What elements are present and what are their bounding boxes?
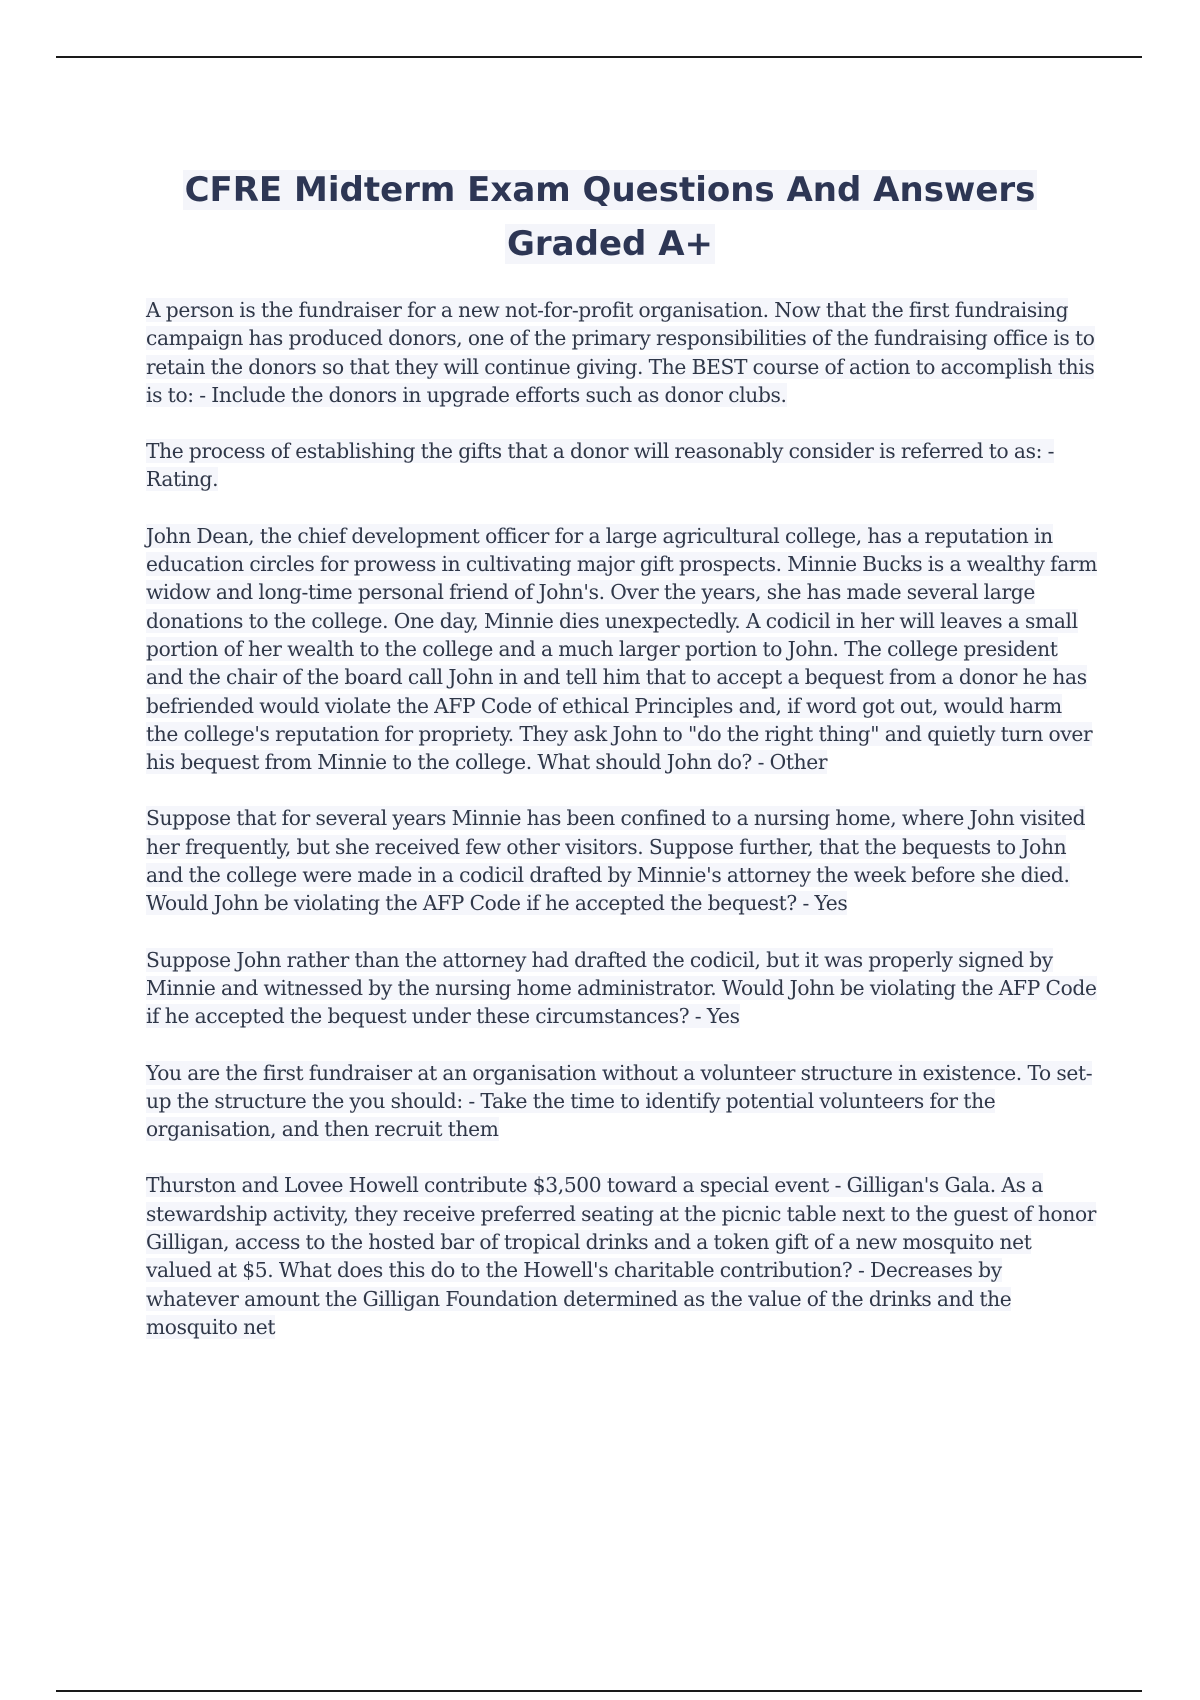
page-title (140, 163, 1080, 271)
qa-text: Suppose that for several years Minnie has been confined to a nursing home, where John visited her frequently, but she received few other visitors. Suppose further, that the bequests to John and the college were made in a codicil drafted by Minnie's attorney the week before she died. Would John be violating the AFP Code if he accepted the bequest? - Yes (146, 806, 1086, 916)
qa-text: The process of establishing the gifts that a donor will reasonably consider is referred to as: - Rating. (146, 439, 1055, 492)
qa-text: John Dean, the chief development officer for a large agricultural college, has a reputation in education circles for prowess in cultivating major gift prospects. Minnie Bucks is a wealthy farm widow and long-time personal friend of John's. Over the years, she has made several large donations to the college. One day, Minnie dies unexpectedly. A codicil in her will leaves a small portion of her wealth to the college and a much larger portion to John. The college president and the chair of the board call John in and tell him that to accept a bequest from a donor he has befriended would violate the AFP Code of ethical Principles and, if word got out, would harm the college's reputation for propriety. They ask John to "do the right thing" and quietly turn over his bequest from Minnie to the college. What should John do? - Other (146, 523, 1097, 775)
qa-text: Suppose John rather than the attorney had drafted the codicil, but it was properly signed by Minnie and witnessed by the nursing home administrator. Would John be violating the AFP Code if he accepted the bequest under these circumstances? - Yes (146, 947, 1097, 1029)
qa-item (146, 522, 1098, 777)
qa-text: A person is the fundraiser for a new not-for-profit organisation. Now that the first fundraising campaign has produced donors, one of the primary responsibilities of the fundraising office is to retain the donors so that they will continue giving. The BEST course of action to accomplish this is to: - Include the donors in upgrade efforts such as donor clubs. (146, 298, 1095, 407)
qa-item (146, 437, 1098, 494)
qa-text: Thurston and Lovee Howell contribute $3,500 toward a special event - Gilligan's Gala. As a stewardship activity, they receive preferred seating at the picnic table next to the guest of honor Gilligan, access to the hosted bar of tropical drinks and a token gift of a new mosquito net valued at $5. What does this do to the Howell's charitable contribution? - Decreases by whatever amount the Gilligan Foundation determined as the value of the drinks and the mosquito net (146, 1173, 1097, 1339)
title-line-2: Graded A+ (507, 223, 713, 264)
qa-item (146, 1059, 1098, 1144)
qa-item (146, 946, 1098, 1031)
qa-list (146, 296, 1098, 1369)
title-line-1: CFRE Midterm Exam Questions And Answers (184, 169, 1036, 210)
qa-text: You are the first fundraiser at an organisation without a volunteer structure in existence. To set-up the structure the you should: - Take the time to identify potential volunteers for the organisation, and then recruit them (146, 1060, 1093, 1142)
qa-item (146, 804, 1098, 917)
qa-item (146, 1171, 1098, 1341)
qa-item (146, 296, 1098, 409)
bottom-divider (56, 1690, 1142, 1692)
top-divider (56, 56, 1142, 58)
